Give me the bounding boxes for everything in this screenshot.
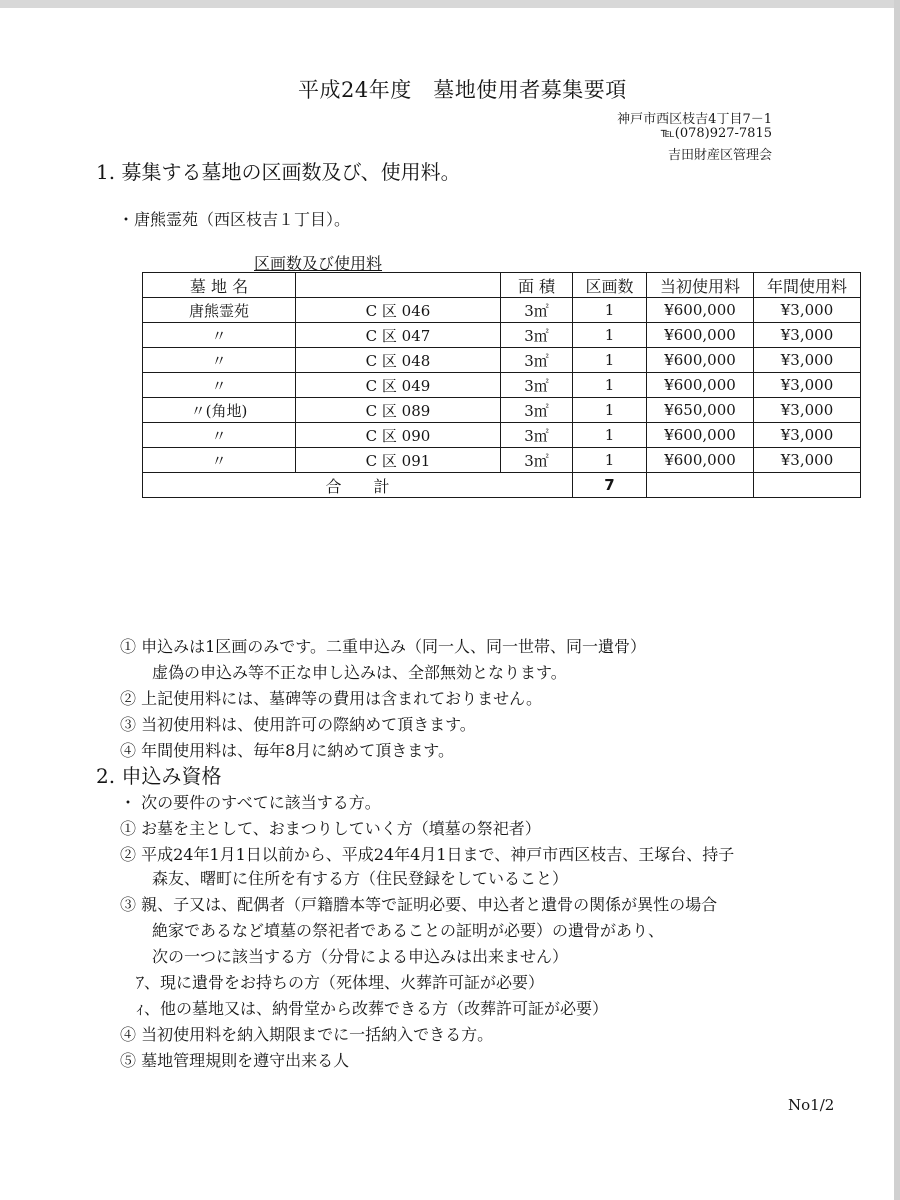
cell-plot: C 区 090 bbox=[296, 423, 501, 448]
total-initial-fee-empty bbox=[647, 473, 754, 498]
cell-initial-fee: ¥600,000 bbox=[647, 423, 754, 448]
note-2: ② 上記使用料には、墓碑等の費用は含まれておりません。 bbox=[120, 689, 543, 708]
requirement-3-continued: 絶家であるなど墳墓の祭祀者であることの証明が必要）の遺骨があり、 bbox=[120, 921, 665, 940]
note-3: ③ 当初使用料は、使用許可の際納めて頂きます。 bbox=[120, 715, 476, 734]
cell-count: 1 bbox=[573, 348, 647, 373]
cell-initial-fee: ¥600,000 bbox=[647, 348, 754, 373]
table-total-row bbox=[143, 473, 861, 498]
cell-area: 3㎡ bbox=[501, 323, 573, 348]
requirement-3-a: ｱ、現に遺骨をお持ちの方（死体埋、火葬許可証が必要） bbox=[120, 973, 545, 992]
table-row bbox=[143, 348, 861, 373]
cell-count: 1 bbox=[573, 373, 647, 398]
total-label: 合 計 bbox=[143, 473, 573, 498]
section-1-heading: 1. 募集する墓地の区画数及び、使用料。 bbox=[96, 160, 461, 184]
cell-area: 3㎡ bbox=[501, 398, 573, 423]
header-initial-fee: 当初使用料 bbox=[647, 273, 754, 298]
address-line: 神戸市西区枝吉4丁目7－1 bbox=[617, 112, 772, 127]
table-row bbox=[143, 373, 861, 398]
cell-plot: C 区 091 bbox=[296, 448, 501, 473]
header-cemetery-name: 墓 地 名 bbox=[143, 273, 296, 298]
total-count: 7 bbox=[573, 473, 647, 498]
header-plot-count: 区画数 bbox=[573, 273, 647, 298]
section-2-heading: 2. 申込み資格 bbox=[96, 764, 222, 788]
requirement-5: ⑤ 墓地管理規則を遵守出来る人 bbox=[120, 1051, 350, 1070]
table-row bbox=[143, 448, 861, 473]
cell-plot: C 区 046 bbox=[296, 298, 501, 323]
requirement-1: ① お墓を主として、おまつりしていく方（墳墓の祭祀者） bbox=[120, 819, 541, 838]
cell-initial-fee: ¥600,000 bbox=[647, 373, 754, 398]
plot-fee-table bbox=[142, 272, 861, 498]
telephone: ℡(078)927-7815 bbox=[660, 126, 772, 141]
note-1-continued: 虚偽の申込み等不正な申し込みは、全部無効となります。 bbox=[120, 663, 567, 682]
cell-plot: C 区 049 bbox=[296, 373, 501, 398]
cell-name: 〃 bbox=[143, 323, 296, 348]
cell-name: 〃(角地) bbox=[143, 398, 296, 423]
header-area: 面 積 bbox=[501, 273, 573, 298]
table-row bbox=[143, 298, 861, 323]
cell-count: 1 bbox=[573, 298, 647, 323]
cell-name: 唐熊霊苑 bbox=[143, 298, 296, 323]
requirement-3-continued-2: 次の一つに該当する方（分骨による申込みは出来ません） bbox=[120, 947, 569, 966]
cell-plot: C 区 089 bbox=[296, 398, 501, 423]
cell-annual-fee: ¥3,000 bbox=[754, 323, 861, 348]
cell-area: 3㎡ bbox=[501, 448, 573, 473]
table-row bbox=[143, 398, 861, 423]
cell-initial-fee: ¥650,000 bbox=[647, 398, 754, 423]
cell-annual-fee: ¥3,000 bbox=[754, 348, 861, 373]
requirement-3-i: ｨ、他の墓地又は、納骨堂から改葬できる方（改葬許可証が必要） bbox=[120, 999, 609, 1018]
header-blank bbox=[296, 273, 501, 298]
table-caption: 区画数及び使用料 bbox=[254, 254, 383, 273]
requirement-2: ② 平成24年1月1日以前から、平成24年4月1日まで、神戸市西区枝吉、王塚台、持子 bbox=[120, 845, 735, 864]
cell-area: 3㎡ bbox=[501, 373, 573, 398]
page-number: No1/2 bbox=[788, 1096, 835, 1114]
cell-count: 1 bbox=[573, 323, 647, 348]
note-4: ④ 年間使用料は、毎年8月に納めて頂きます。 bbox=[120, 741, 454, 760]
note-1: ① 申込みは1区画のみです。二重申込み（同一人、同一世帯、同一遺骨） bbox=[120, 637, 646, 656]
cell-area: 3㎡ bbox=[501, 298, 573, 323]
cell-name: 〃 bbox=[143, 348, 296, 373]
scan-right-edge bbox=[894, 0, 900, 1200]
cell-annual-fee: ¥3,000 bbox=[754, 448, 861, 473]
cell-name: 〃 bbox=[143, 373, 296, 398]
header-annual-fee: 年間使用料 bbox=[754, 273, 861, 298]
cell-initial-fee: ¥600,000 bbox=[647, 323, 754, 348]
cell-area: 3㎡ bbox=[501, 348, 573, 373]
scan-top-edge bbox=[0, 0, 900, 8]
document-title: 平成24年度 墓地使用者募集要項 bbox=[298, 78, 627, 102]
requirement-2-continued: 森友、曙町に住所を有する方（住民登録をしていること） bbox=[120, 869, 569, 888]
cell-count: 1 bbox=[573, 423, 647, 448]
total-annual-fee-empty bbox=[754, 473, 861, 498]
table-row bbox=[143, 423, 861, 448]
table-header-row bbox=[143, 273, 861, 298]
requirement-4: ④ 当初使用料を納入期限までに一括納入できる方。 bbox=[120, 1025, 494, 1044]
cell-area: 3㎡ bbox=[501, 423, 573, 448]
cell-name: 〃 bbox=[143, 448, 296, 473]
requirement-3: ③ 親、子又は、配偶者（戸籍謄本等で証明必要、申込者と遺骨の関係が異性の場合 bbox=[120, 895, 718, 914]
table-row bbox=[143, 323, 861, 348]
cell-count: 1 bbox=[573, 448, 647, 473]
requirement-intro: ・ 次の要件のすべてに該当する方。 bbox=[120, 793, 381, 812]
cell-plot: C 区 047 bbox=[296, 323, 501, 348]
cell-name: 〃 bbox=[143, 423, 296, 448]
cell-annual-fee: ¥3,000 bbox=[754, 373, 861, 398]
cell-initial-fee: ¥600,000 bbox=[647, 298, 754, 323]
organization-name: 吉田財産区管理会 bbox=[667, 148, 772, 163]
cell-count: 1 bbox=[573, 398, 647, 423]
cell-annual-fee: ¥3,000 bbox=[754, 423, 861, 448]
cell-annual-fee: ¥3,000 bbox=[754, 298, 861, 323]
cell-plot: C 区 048 bbox=[296, 348, 501, 373]
cell-annual-fee: ¥3,000 bbox=[754, 398, 861, 423]
cemetery-bullet: ・唐熊霊苑（西区枝吉１丁目）。 bbox=[118, 210, 351, 229]
cell-initial-fee: ¥600,000 bbox=[647, 448, 754, 473]
